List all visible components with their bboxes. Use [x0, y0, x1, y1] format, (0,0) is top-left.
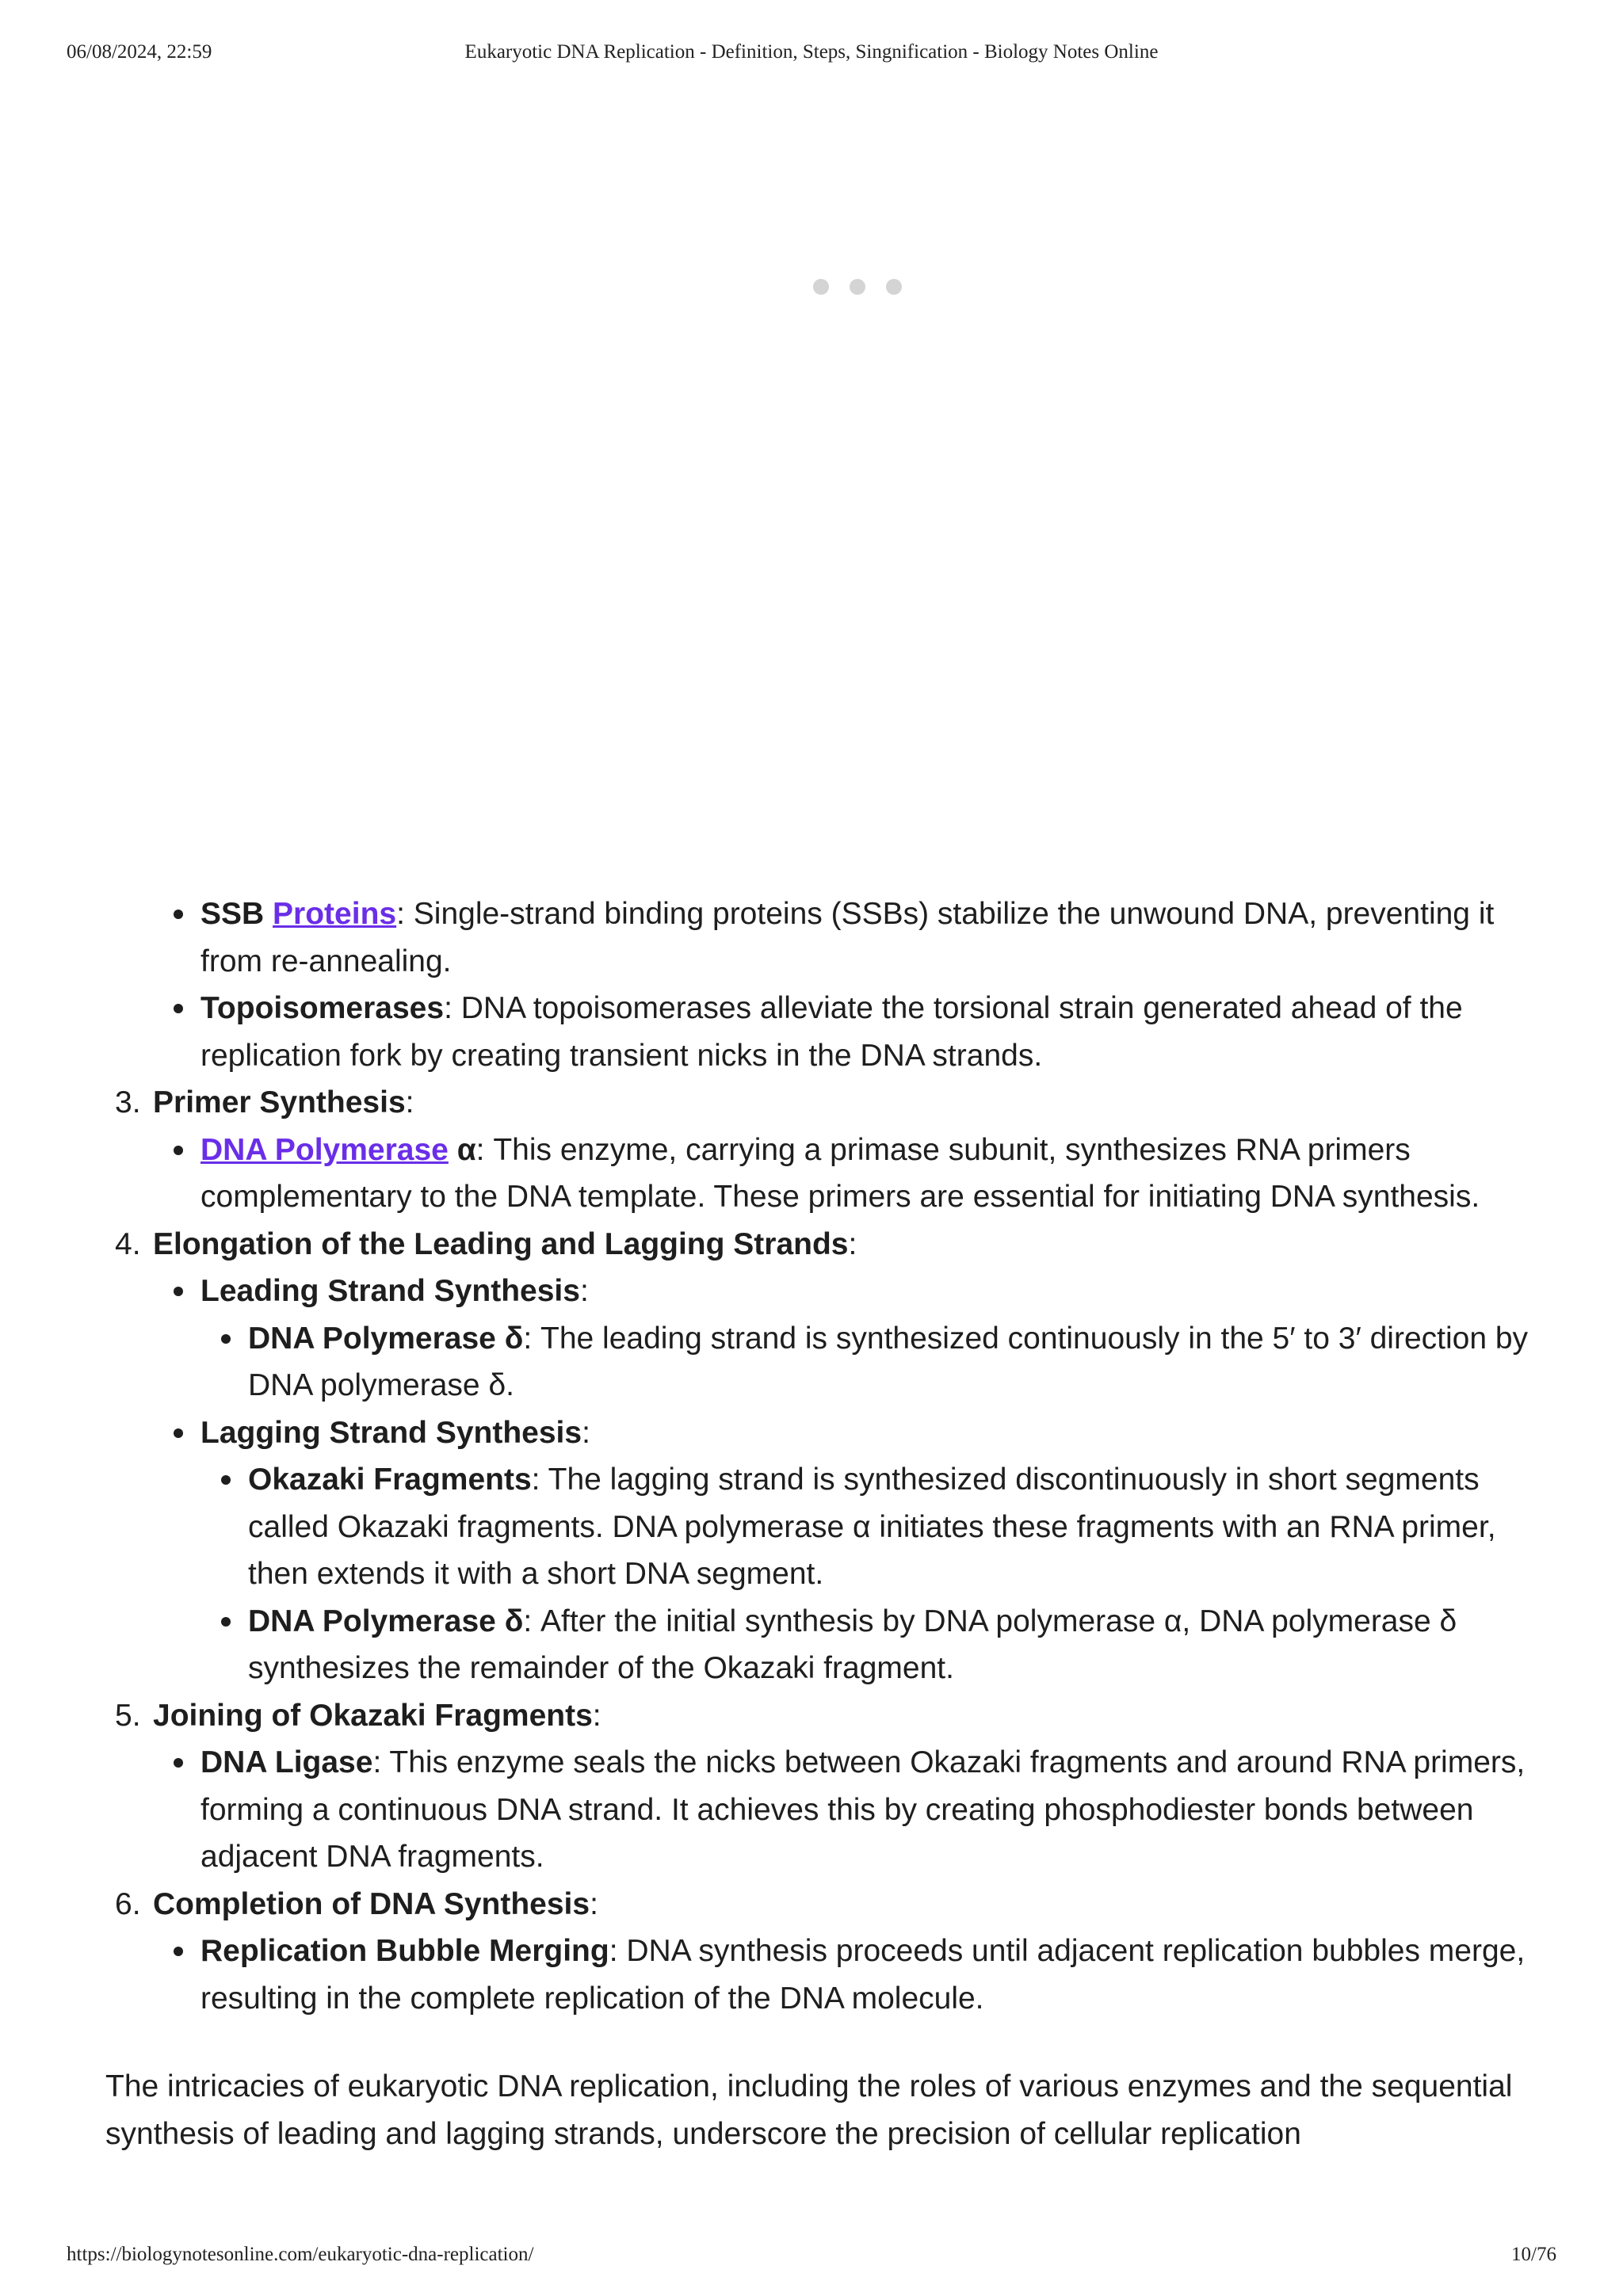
print-footer [0, 2244, 1623, 2275]
step-completion: 6. Completion of DNA Synthesis: [115, 1886, 598, 1921]
list-item-dna-ligase: DNA Ligase: This enzyme seals the nicks between Okazaki fragments and around RNA primers, forming a continuous DNA strand. It achieves this by creating phosphodiester bonds between adjacent DNA fragments. [105, 1739, 1532, 1881]
print-header [0, 41, 1623, 73]
loading-indicator [813, 277, 908, 296]
loading-dot [886, 279, 902, 295]
list-item-bubble-merging: Replication Bubble Merging: DNA synthesis proceeds until adjacent replication bubbles merge, resulting in the complete replication of the DNA molecule. [105, 1928, 1532, 2022]
list-item-lagging-strand: Lagging Strand Synthesis: [105, 1409, 1532, 1457]
link-dna-polymerase[interactable]: DNA Polymerase [200, 1132, 449, 1167]
page-number: 10/76 [1511, 2244, 1556, 2265]
list-item-lagging-polymerase-delta: DNA Polymerase δ: After the initial synthesis by DNA polymerase α, DNA polymerase δ synthesizes the remainder of the Okazaki fragment. [105, 1598, 1532, 1692]
list-item-topoisomerases: Topoisomerases: DNA topoisomerases alleviate the torsional strain generated ahead of the replication fork by creating transient nicks in the DNA strands. [105, 985, 1532, 1079]
term-topoisomerases: Topoisomerases [200, 991, 445, 1025]
step-primer-synthesis: 3. Primer Synthesis: [115, 1085, 414, 1119]
print-date: 06/08/2024, 22:59 [67, 41, 212, 63]
step-joining-okazaki: 5. Joining of Okazaki Fragments: [115, 1698, 601, 1733]
term-ssb: SSB [200, 897, 265, 931]
loading-dot [850, 279, 865, 295]
loading-dot [813, 279, 829, 295]
list-item-leading-polymerase-delta: DNA Polymerase δ: The leading strand is synthesized continuously in the 5′ to 3′ direction by DNA polymerase δ. [105, 1315, 1532, 1409]
list-item-leading-strand: Leading Strand Synthesis: [105, 1268, 1532, 1315]
list-item-ssb: SSB Proteins: Single-strand binding proteins (SSBs) stabilize the unwound DNA, preventing it from re-annealing. [105, 891, 1532, 985]
print-url: https://biologynotesonline.com/eukaryotic-dna-replication/ [67, 2244, 534, 2265]
list-item-polymerase-alpha: DNA Polymerase α: This enzyme, carrying a primase subunit, synthesizes RNA primers complementary to the DNA template. These primers are essential for initiating DNA synthesis. [105, 1127, 1532, 1221]
page-title: Eukaryotic DNA Replication - Definition, Steps, Singnification - Biology Notes Online [464, 41, 1159, 63]
closing-paragraph: The intricacies of eukaryotic DNA replication, including the roles of various enzymes and the sequential synthesis of leading and lagging strands, underscore the precision of cellular replication [105, 2069, 1513, 2151]
article-list [105, 891, 1532, 2022]
step-elongation: 4. Elongation of the Leading and Lagging Strands: [115, 1226, 857, 1261]
link-proteins[interactable]: Proteins [273, 897, 397, 931]
list-item-okazaki-fragments: Okazaki Fragments: The lagging strand is synthesized discontinuously in short segments called Okazaki fragments. DNA polymerase α initiates these fragments with an RNA primer, then extends it with a short DNA segment. [105, 1456, 1532, 1598]
